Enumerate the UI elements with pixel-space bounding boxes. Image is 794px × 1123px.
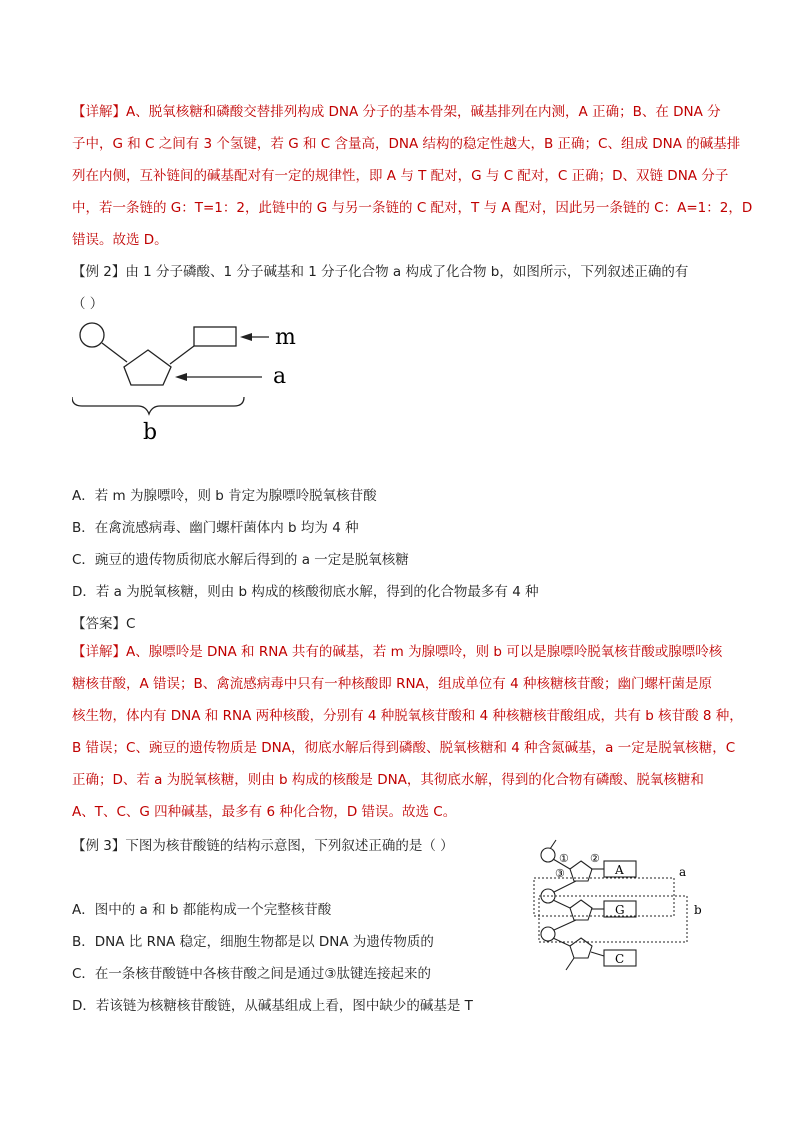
box-label-a: a [679, 865, 687, 879]
answer-paren: （ ） [72, 296, 104, 312]
box-label-b: b [694, 903, 702, 917]
detail-1-line-2: 子中，G 和 C 之间有 3 个氢键，若 G 和 C 含量高，DNA 结构的稳定性越大，B 正确；C、组成 DNA 的碱基排 [72, 136, 741, 152]
pentose-pentagon [124, 350, 171, 385]
phosphate-circle [80, 323, 104, 347]
brace [72, 397, 244, 414]
answer-label: 【答案】 [72, 616, 126, 632]
label-a: a [273, 364, 287, 389]
example-2-option-d: D．若 a 为脱氧核糖，则由 b 构成的核酸彻底水解，得到的化合物最多有 4 种 [72, 584, 539, 600]
circle-2: ② [590, 852, 600, 865]
example-3-option-b: B．DNA 比 RNA 稳定，细胞生物都是以 DNA 为遗传物质的 [72, 934, 434, 950]
detail-2-line-1: 【详解】A、腺嘌呤是 DNA 和 RNA 共有的碱基，若 m 为腺嘌呤，则 b 可以是腺嘌呤脱氧核苷酸或腺嘌呤核 [72, 644, 723, 660]
detail-2-line-4: B 错误；C、豌豆的遗传物质是 DNA，彻底水解后得到磷酸、脱氧核糖和 4 种含氮碱基，a 一定是脱氧核糖，C [72, 740, 736, 756]
detail-1-line-1: 【详解】A、脱氧核糖和磷酸交替排列构成 DNA 分子的基本骨架，碱基排列在内测，A 正确；B、在 DNA 分 [72, 104, 721, 120]
example-3-option-d: D．若该链为核糖核苷酸链，从碱基组成上看，图中缺少的碱基是 T [72, 998, 473, 1014]
example-2-option-a: A．若 m 为腺嘌呤，则 b 肯定为腺嘌呤脱氧核苷酸 [72, 488, 377, 504]
svg-text:G: G [615, 903, 625, 917]
example-2-option-c: C．豌豆的遗传物质彻底水解后得到的 a 一定是脱氧核糖 [72, 552, 409, 568]
detail-label: 【详解】 [72, 104, 126, 120]
detail-2-line-6: A、T、C、G 四种碱基，最多有 6 种化合物，D 错误。故选 C。 [72, 804, 457, 820]
detail-label: 【详解】 [72, 644, 126, 660]
example-3-label: 【例 3】 [72, 838, 126, 854]
detail-1 [72, 96, 753, 256]
detail-2-line-5: 正确；D、若 a 为脱氧核糖，则由 b 构成的核酸是 DNA，其彻底水解，得到的化合物有磷酸、脱氧核糖和 [72, 772, 704, 788]
example-3-question: 【例 3】下图为核苷酸链的结构示意图，下列叙述正确的是（ ） [72, 838, 454, 854]
answer-value: C [126, 616, 136, 632]
nucleotide-chain-diagram [526, 836, 722, 976]
detail-2-line-3: 核生物，体内有 DNA 和 RNA 两种核酸，分别有 4 种脱氧核苷酸和 4 种核糖核苷酸组成，共有 b 核苷酸 8 种， [72, 708, 743, 724]
phosphate-1 [541, 848, 555, 862]
detail-1-line-5: 错误。故选 D。 [72, 232, 168, 248]
detail-2 [72, 636, 743, 828]
sugar-2 [570, 900, 592, 920]
example-3-option-c: C．在一条核苷酸链中各核苷酸之间是通过③肽键连接起来的 [72, 966, 432, 982]
example-2-question: 【例 2】由 1 分子磷酸、1 分子碱基和 1 分子化合物 a 构成了化合物 b，如图所示，下列叙述正确的有 （ ） [72, 256, 724, 320]
sugar-3 [570, 938, 592, 958]
nucleotide-diagram [72, 314, 312, 446]
detail-1-line-3: 列在内侧，互补链间的碱基配对有一定的规律性，即 A 与 T 配对，G 与 C 配对，C 正确；D、双链 DNA 分子 [72, 168, 729, 184]
example-2-option-b: B．在禽流感病毒、幽门螺杆菌体内 b 均为 4 种 [72, 520, 359, 536]
example-3-option-a: A．图中的 a 和 b 都能构成一个完整核苷酸 [72, 902, 332, 918]
circle-1: ① [559, 852, 569, 865]
base-rectangle [194, 327, 236, 346]
answer-line [72, 612, 135, 632]
circle-3: ③ [555, 867, 565, 880]
sugar-1 [570, 861, 592, 881]
svg-text:A: A [615, 863, 624, 877]
label-m: m [275, 325, 296, 350]
label-b: b [143, 420, 158, 445]
example-2-label: 【例 2】 [72, 264, 126, 280]
detail-2-line-2: 糖核苷酸，A 错误；B、禽流感病毒中只有一种核酸即 RNA，组成单位有 4 种核糖核苷酸；幽门螺杆菌是原 [72, 676, 712, 692]
phosphate-3 [541, 927, 555, 941]
svg-text:C: C [615, 952, 625, 966]
detail-1-line-4: 中，若一条链的 G：T=1：2，此链中的 G 与另一条链的 C 配对，T 与 A 配对，因此另一条链的 C：A=1：2，D [72, 200, 753, 216]
